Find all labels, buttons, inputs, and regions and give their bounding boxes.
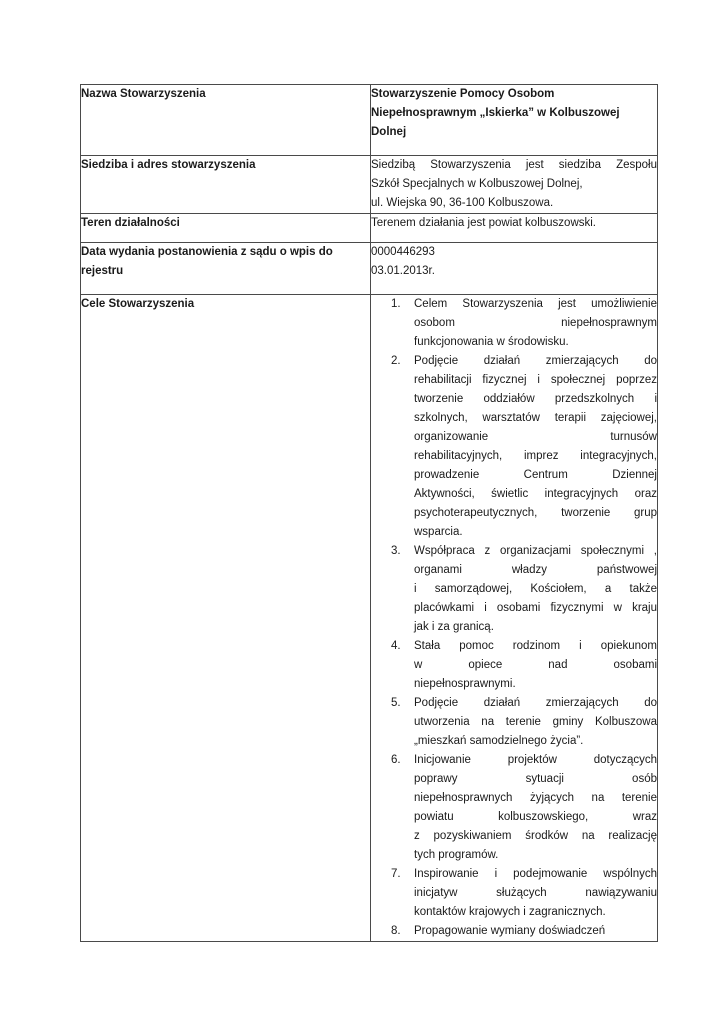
registration-date: 03.01.2013r. [371,265,435,277]
label-registration-line: Data wydania postanowienia z sądu o wpis do [81,246,333,258]
goal-text-line: Aktywności, świetlic integracyjnych oraz [414,488,657,500]
goal-text [414,865,657,922]
goal-number: 5. [391,697,401,709]
goal-text-line: kontaktów krajowych i zagranicznych. [414,906,606,918]
goal-text [414,295,657,352]
goal-number: 3. [391,545,401,557]
goal-text-line: powiatu kolbuszowskiego, wraz [414,811,657,823]
goal-text-line: Celem Stowarzyszenia jest umożliwienie [414,298,657,310]
label-registration [81,243,371,295]
goal-text [414,922,657,941]
value-name-line: Dolnej [371,126,407,138]
goal-number: 7. [391,868,401,880]
goal-number: 2. [391,355,401,367]
table-row-name [81,85,658,156]
goal-text-line: osobom niepełnosprawnym [414,317,657,329]
value-seat-line: Szkół Specjalnych w Kolbuszowej Dolnej, [371,178,583,190]
value-registration [371,243,658,295]
goal-number: 6. [391,754,401,766]
goal-item [371,865,657,922]
value-name-line: Stowarzyszenie Pomocy Osobom [371,88,555,100]
goal-text [414,751,657,865]
goal-text [414,352,657,542]
goal-text-line: Stała pomoc rodzinom i opiekunom [414,640,657,652]
goal-text-line: jak i za granicą. [414,621,494,633]
goal-text-line: wsparcia. [414,526,463,538]
goal-text-line: poprawy sytuacji osób [414,773,657,785]
goal-item [371,751,657,865]
goal-item [371,352,657,542]
label-area: Teren działalności [81,214,371,243]
goal-item [371,295,657,352]
goal-text-line: z pozyskiwaniem środków na realizację [414,830,657,842]
goal-item [371,922,657,941]
label-seat: Siedziba i adres stowarzyszenia [81,156,371,214]
table-row-area [81,214,658,243]
goal-text-line: niepełnosprawnych żyjących na terenie [414,792,657,804]
goal-item [371,637,657,694]
association-info-table [80,84,658,942]
registration-number: 0000446293 [371,246,435,258]
goals-list [371,295,657,941]
goal-item [371,694,657,751]
value-name-line: Niepełnosprawnym „Iskierka” w Kolbuszowej [371,107,620,119]
goal-text-line: Propagowanie wymiany doświadczeń [414,925,606,937]
goal-text-line: Podjęcie działań zmierzających do [414,355,657,367]
value-seat-line: ul. Wiejska 90, 36-100 Kolbuszowa. [371,197,554,209]
goal-text-line: organizowanie turnusów [414,431,657,443]
goal-number: 8. [391,925,401,937]
goal-text-line: i samorządowej, Kościołem, a także [414,583,657,595]
goal-text-line: psychoterapeutycznych, tworzenie grup [414,507,657,519]
goal-text-line: organami władzy państwowej [414,564,657,576]
goal-item [371,542,657,637]
table-row-seat [81,156,658,214]
goal-text [414,637,657,694]
goal-text-line: rehabilitacji fizycznej i społecznej poprzez [414,374,657,386]
goal-text-line: tworzenie oddziałów przedszkolnych i [414,393,657,405]
goal-text-line: tych programów. [414,849,499,861]
goal-text-line: prowadzenie Centrum Dziennej [414,469,657,481]
goal-text [414,542,657,637]
goal-text-line: szkolnych, warsztatów terapii zajęciowej, [414,412,657,424]
goal-text [414,694,657,751]
goal-text-line: Inicjowanie projektów dotyczących [414,754,657,766]
goal-number: 1. [391,298,401,310]
table-row-goals [81,295,658,942]
goal-text-line: Współpraca z organizacjami społecznymi , [414,545,657,557]
label-goals: Cele Stowarzyszenia [81,295,371,942]
goal-text-line: Podjęcie działań zmierzających do [414,697,657,709]
goal-text-line: „mieszkań samodzielnego życia”. [414,735,584,747]
value-seat [371,156,658,214]
goal-text-line: utworzenia na terenie gminy Kolbuszowa [414,716,657,728]
value-name [371,85,658,156]
value-goals [371,295,658,942]
goal-text-line: funkcjonowania w środowisku. [414,336,569,348]
goal-text-line: placówkami i osobami fizycznymi w kraju [414,602,657,614]
goal-text-line: w opiece nad osobami [414,659,657,671]
table-row-registration [81,243,658,295]
goal-text-line: Inspirowanie i podejmowanie wspólnych [414,868,657,880]
value-area: Terenem działania jest powiat kolbuszowski. [371,214,658,243]
goal-text-line: inicjatyw służących nawiązywaniu [414,887,657,899]
goal-text-line: niepełnosprawnymi. [414,678,516,690]
goal-text-line: rehabilitacyjnych, imprez integracyjnych, [414,450,657,462]
label-registration-line: rejestru [81,265,124,277]
label-name: Nazwa Stowarzyszenia [81,85,371,156]
value-seat-line: Siedzibą Stowarzyszenia jest siedziba Zespołu [371,159,657,171]
goal-number: 4. [391,640,401,652]
